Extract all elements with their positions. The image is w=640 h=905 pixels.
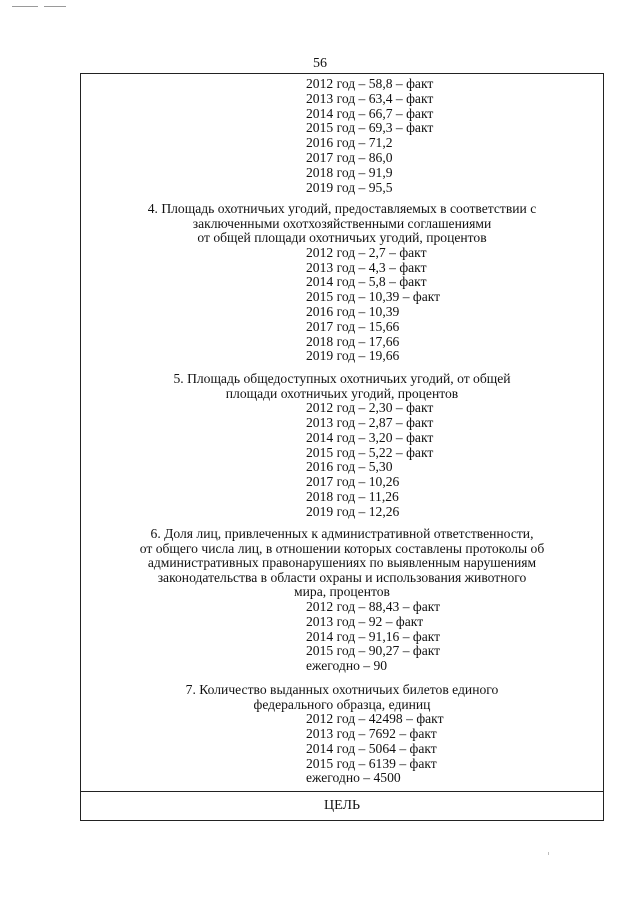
year-value-line: 2012 год – 42498 – факт bbox=[306, 711, 444, 727]
year-value-line: 2014 год – 3,20 – факт bbox=[306, 429, 434, 445]
scan-mark-right bbox=[44, 6, 66, 7]
indicator-title: 5. Площадь общедоступных охотничьих угодий, от общей bbox=[173, 371, 511, 386]
year-value-line: 2019 год – 19,66 bbox=[306, 348, 400, 364]
indicator-title: законодательства в области охраны и использования животного bbox=[157, 569, 527, 585]
year-value-line: 2012 год – 88,43 – факт bbox=[306, 598, 441, 614]
year-value-list bbox=[306, 712, 603, 786]
year-value-line: 2015 год – 10,39 – факт bbox=[306, 289, 441, 305]
year-value-list bbox=[306, 600, 603, 674]
goal-heading: ЦЕЛЬ bbox=[323, 798, 360, 813]
year-value-line: 2012 год – 58,8 – факт bbox=[306, 76, 434, 91]
year-value-line: 2014 год – 66,7 – факт bbox=[306, 105, 434, 121]
year-value-line: 2015 год – 6139 – факт bbox=[306, 755, 437, 771]
year-value-line: 2015 год – 90,27 – факт bbox=[306, 643, 441, 659]
indicator-title: мира, процентов bbox=[294, 584, 390, 600]
indicator-title: федерального образца, единиц bbox=[253, 696, 431, 712]
indicator-cell bbox=[81, 74, 603, 792]
year-value-line: 2013 год – 92 – факт bbox=[306, 613, 424, 629]
scan-mark-left bbox=[12, 6, 38, 7]
year-value-line: 2017 год – 15,66 bbox=[306, 318, 400, 334]
indicator-block-4 bbox=[81, 202, 603, 364]
year-value-line: 2013 год – 4,3 – факт bbox=[306, 259, 427, 275]
indicator-title: площади охотничьих угодий, процентов bbox=[225, 385, 459, 401]
scan-speck bbox=[548, 852, 549, 855]
page-number: 56 bbox=[313, 56, 327, 71]
year-value-line: 2014 год – 91,16 – факт bbox=[306, 628, 441, 644]
year-value-line: 2016 год – 5,30 bbox=[306, 459, 393, 475]
indicator-title: от общей площади охотничьих угодий, процентов bbox=[197, 230, 487, 246]
year-value-line: 2018 год – 17,66 bbox=[306, 333, 400, 349]
indicator-block-3-continued bbox=[81, 77, 603, 195]
year-value-line: 2017 год – 86,0 bbox=[306, 149, 393, 165]
year-value-line: 2019 год – 12,26 bbox=[306, 503, 400, 519]
year-value-line: 2013 год – 2,87 – факт bbox=[306, 414, 434, 430]
indicator-title: 6. Доля лиц, привлеченных к административной ответственности, bbox=[150, 526, 534, 541]
year-value-line: 2016 год – 71,2 bbox=[306, 135, 393, 151]
indicator-title: 4. Площадь охотничьих угодий, предоставляемых в соответствии с bbox=[147, 201, 537, 216]
indicator-title: административных правонарушениях по выявленным нарушениям bbox=[147, 555, 537, 571]
indicator-block-5 bbox=[81, 372, 603, 520]
year-value-line: 2012 год – 2,7 – факт bbox=[306, 244, 427, 260]
indicator-block-6 bbox=[81, 527, 603, 674]
indicator-title: 7. Количество выданных охотничьих билетов единого bbox=[185, 682, 499, 697]
year-value-line: 2013 год – 7692 – факт bbox=[306, 725, 437, 741]
indicator-block-7 bbox=[81, 683, 603, 786]
year-value-line: 2014 год – 5,8 – факт bbox=[306, 274, 427, 290]
year-value-list bbox=[306, 401, 603, 519]
indicator-title: заключенными охотхозяйственными соглашениями bbox=[192, 215, 492, 231]
indicator-title: от общего числа лиц, в отношении которых составлены протоколы об bbox=[139, 540, 545, 556]
year-value-line: ежегодно – 90 bbox=[306, 658, 388, 674]
year-value-line: 2015 год – 5,22 – факт bbox=[306, 444, 434, 460]
year-value-line: 2014 год – 5064 – факт bbox=[306, 740, 437, 756]
year-value-list bbox=[306, 246, 603, 364]
year-value-line: 2013 год – 63,4 – факт bbox=[306, 90, 434, 106]
year-value-line: 2018 год – 11,26 bbox=[306, 488, 399, 504]
year-value-line: ежегодно – 4500 bbox=[306, 770, 401, 786]
year-value-line: 2018 год – 91,9 bbox=[306, 164, 393, 180]
year-value-list bbox=[306, 77, 603, 195]
year-value-line: 2016 год – 10,39 bbox=[306, 303, 400, 319]
year-value-line: 2017 год – 10,26 bbox=[306, 474, 400, 490]
year-value-line: 2015 год – 69,3 – факт bbox=[306, 120, 434, 136]
indicator-table bbox=[80, 73, 604, 821]
year-value-line: 2012 год – 2,30 – факт bbox=[306, 400, 434, 416]
year-value-line: 2019 год – 95,5 bbox=[306, 179, 393, 195]
